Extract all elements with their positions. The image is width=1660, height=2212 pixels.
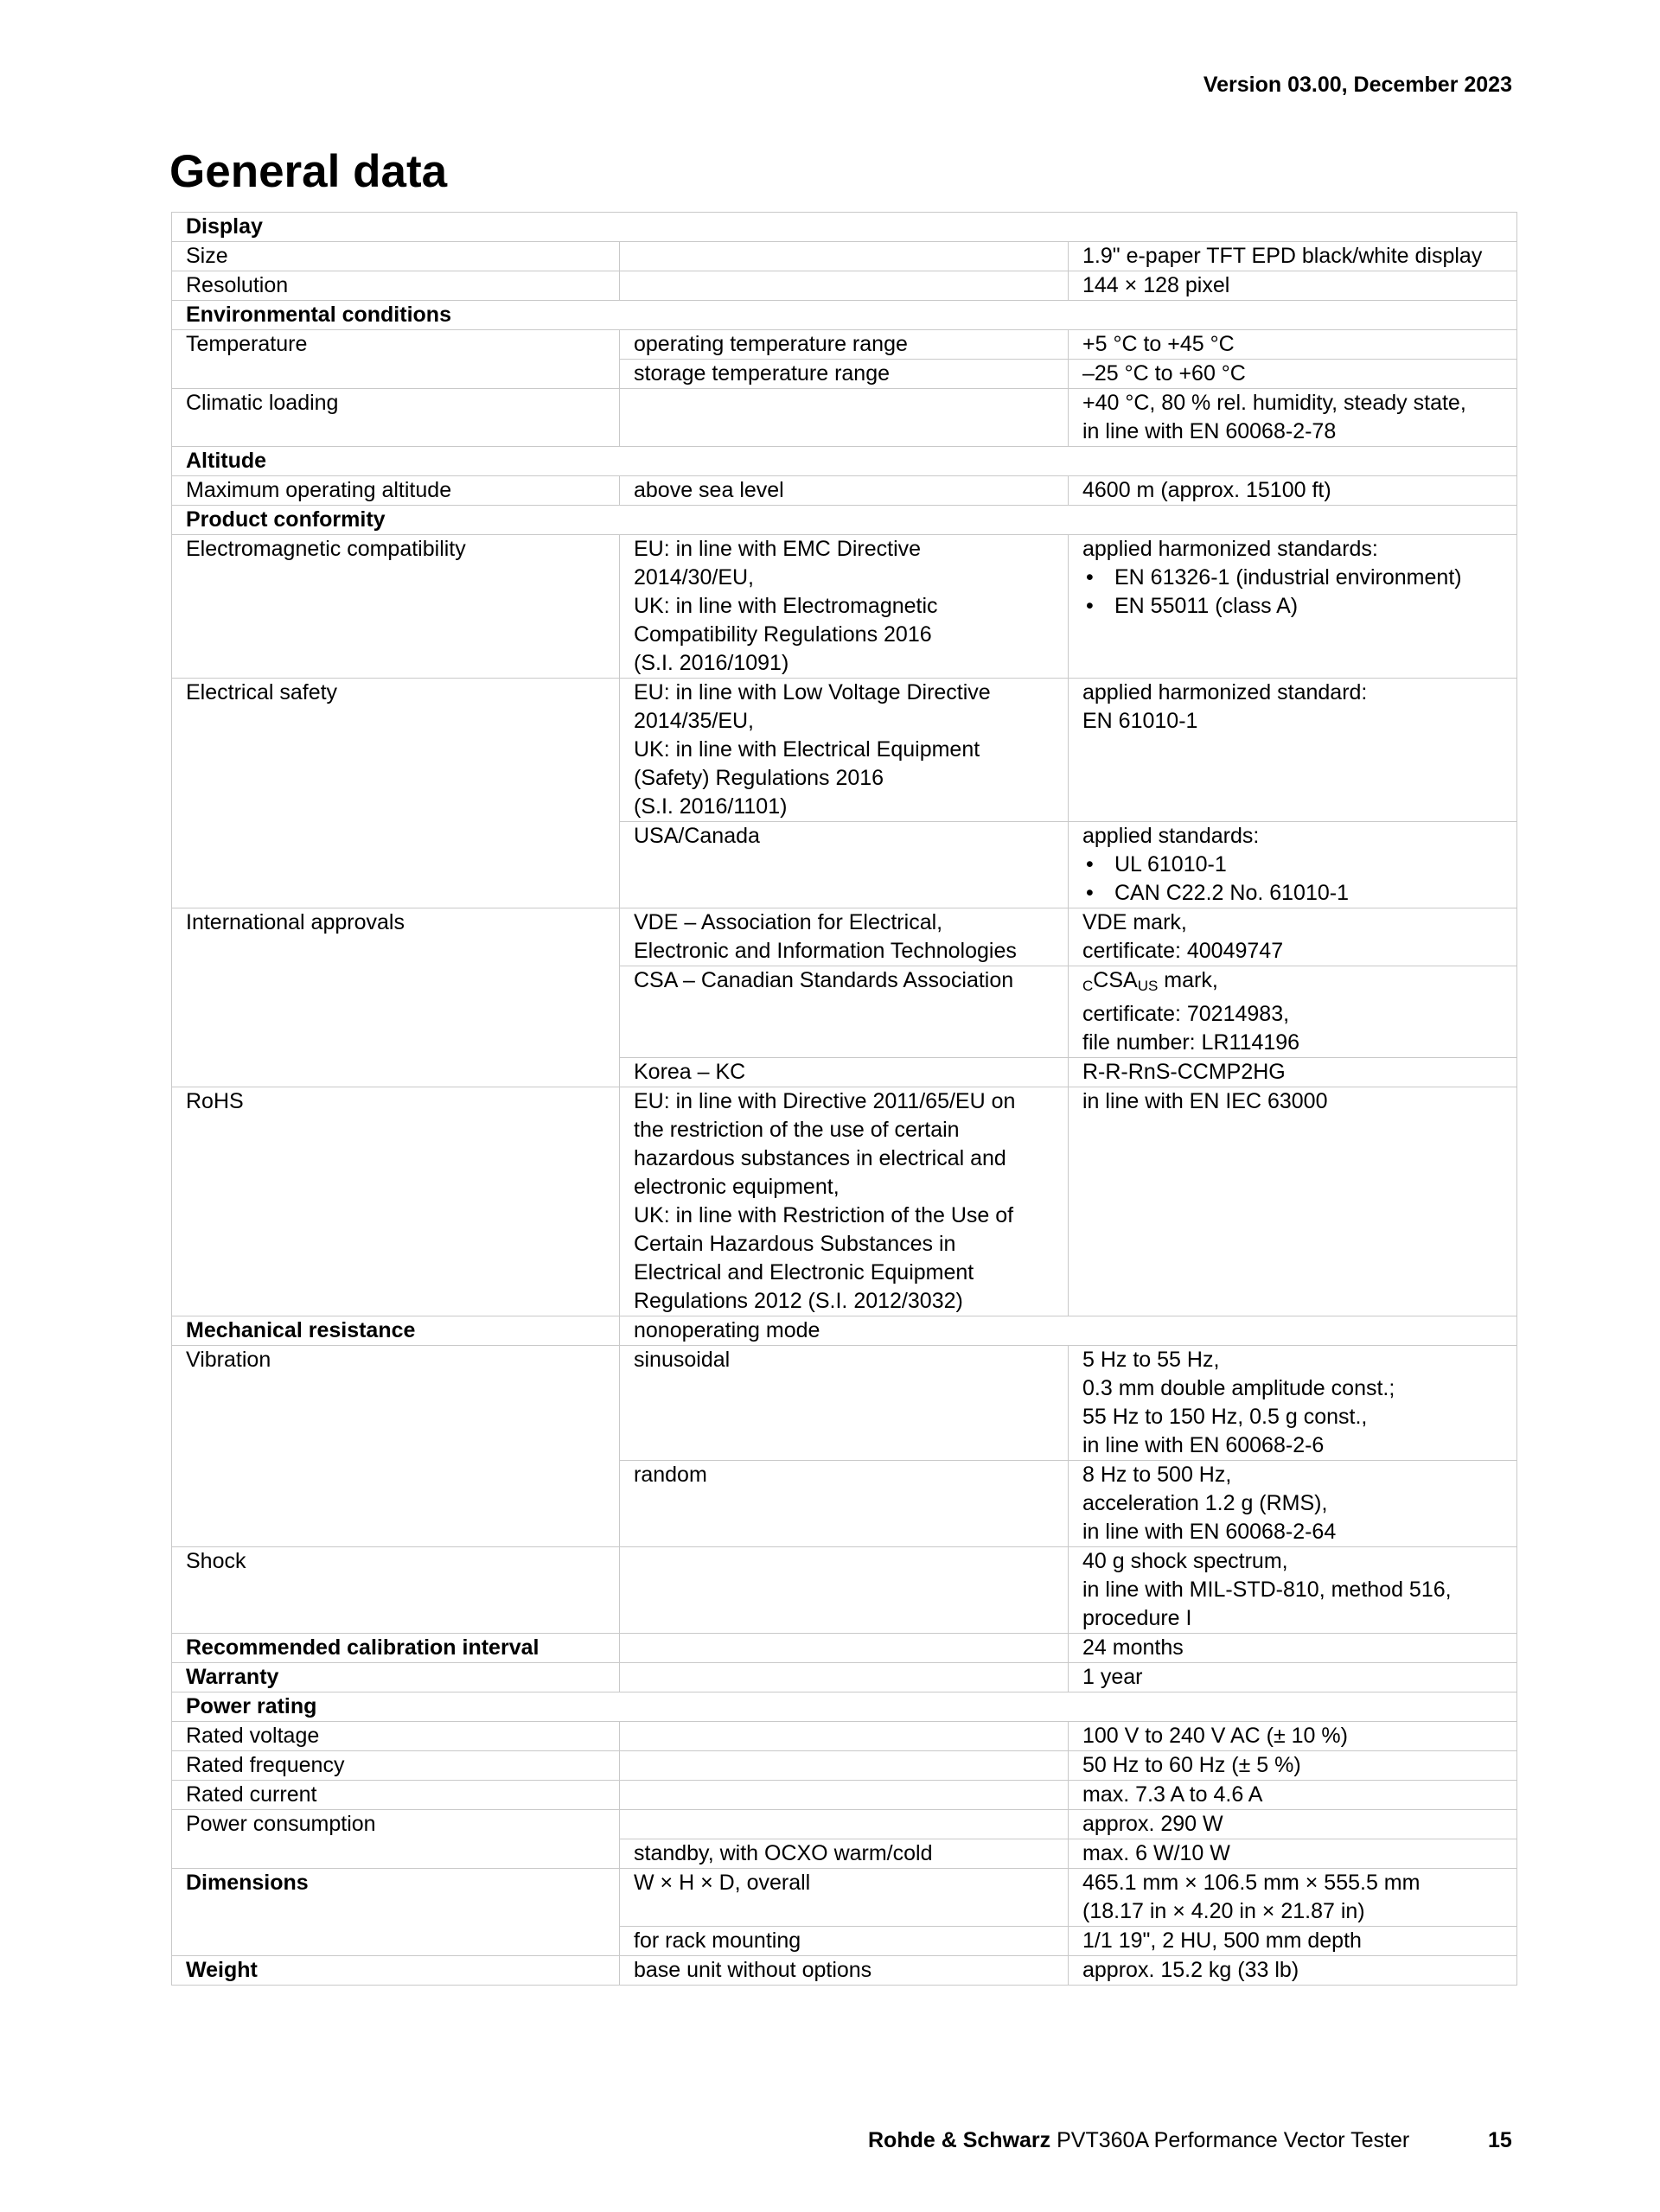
param-condition: [620, 1634, 1069, 1663]
section-header: Recommended calibration interval: [172, 1634, 620, 1663]
param-condition: [620, 389, 1069, 447]
table-row: [172, 535, 1517, 679]
param-value: 465.1 mm × 106.5 mm × 555.5 mm (18.17 in × 4.20 in × 21.87 in): [1069, 1869, 1517, 1927]
section-header: Environmental conditions: [172, 301, 1517, 330]
param-label: Rated current: [172, 1781, 620, 1810]
table-row-display: [172, 213, 1517, 242]
param-condition: [620, 1751, 1069, 1781]
section-header: Power rating: [172, 1692, 1517, 1722]
param-label: Size: [172, 242, 620, 271]
param-condition: operating temperature range: [620, 330, 1069, 360]
table-row: [172, 389, 1517, 447]
param-label: Shock: [172, 1547, 620, 1634]
table-row: [172, 271, 1517, 301]
param-condition: EU: in line with Low Voltage Directive 2014/35/EU, UK: in line with Electrical Equipment (Safety) Regulations 2016 (S.I. 2016/1101): [620, 679, 1069, 822]
param-condition: EU: in line with EMC Directive 2014/30/EU, UK: in line with Electromagnetic Compatibility Regulations 2016 (S.I. 2016/1091): [620, 535, 1069, 679]
param-label: Resolution: [172, 271, 620, 301]
table-row: [172, 330, 1517, 360]
table-row-product-conformity: [172, 506, 1517, 535]
param-value: 50 Hz to 60 Hz (± 5 %): [1069, 1751, 1517, 1781]
footer-company: Rohde & Schwarz: [868, 2128, 1051, 2152]
param-label: Temperature: [172, 330, 620, 389]
param-value: +40 °C, 80 % rel. humidity, steady state, in line with EN 60068-2-78: [1069, 389, 1517, 447]
section-header: Dimensions: [172, 1869, 620, 1956]
param-value: 1 year: [1069, 1663, 1517, 1692]
param-value: applied harmonized standards: • EN 61326-1 (industrial environment) • EN 55011 (class A): [1069, 535, 1517, 679]
section-header: Product conformity: [172, 506, 1517, 535]
page-number: 15: [1488, 2128, 1512, 2152]
param-condition: W × H × D, overall: [620, 1869, 1069, 1927]
param-value: VDE mark, certificate: 40049747: [1069, 908, 1517, 966]
table-row: [172, 1663, 1517, 1692]
param-label: Maximum operating altitude: [172, 476, 620, 506]
table-row: [172, 1781, 1517, 1810]
param-condition: sinusoidal: [620, 1346, 1069, 1461]
param-value: applied standards: • UL 61010-1 • CAN C22.2 No. 61010-1: [1069, 822, 1517, 908]
table-row: [172, 908, 1517, 966]
page-footer: [868, 2128, 1512, 2153]
param-value: +5 °C to +45 °C: [1069, 330, 1517, 360]
param-condition: [620, 1781, 1069, 1810]
param-value: approx. 290 W: [1069, 1810, 1517, 1839]
param-condition: USA/Canada: [620, 822, 1069, 908]
section-header: Altitude: [172, 447, 1517, 476]
param-label: Climatic loading: [172, 389, 620, 447]
list-item: • CAN C22.2 No. 61010-1: [1082, 879, 1503, 908]
section-header: Display: [172, 213, 1517, 242]
param-condition: [620, 1810, 1069, 1839]
version-label: Version 03.00, December 2023: [1203, 73, 1512, 97]
table-row: [172, 1869, 1517, 1927]
param-condition: storage temperature range: [620, 360, 1069, 389]
param-value: max. 6 W/10 W: [1069, 1839, 1517, 1869]
param-condition: random: [620, 1461, 1069, 1547]
param-condition: VDE – Association for Electrical, Electronic and Information Technologies: [620, 908, 1069, 966]
standards-list: [1082, 851, 1503, 908]
param-value: 5 Hz to 55 Hz, 0.3 mm double amplitude const.; 55 Hz to 150 Hz, 0.5 g const., in line with EN 60068-2-6: [1069, 1346, 1517, 1461]
param-value: 1.9" e-paper TFT EPD black/white display: [1069, 242, 1517, 271]
param-condition: nonoperating mode: [620, 1316, 1517, 1346]
param-condition: above sea level: [620, 476, 1069, 506]
list-item: • EN 61326-1 (industrial environment): [1082, 564, 1503, 592]
param-condition: base unit without options: [620, 1956, 1069, 1986]
table-row: [172, 1346, 1517, 1461]
param-value: applied harmonized standard: EN 61010-1: [1069, 679, 1517, 822]
param-label: Rated frequency: [172, 1751, 620, 1781]
table-row: [172, 1751, 1517, 1781]
param-label: Vibration: [172, 1346, 620, 1547]
param-label: Rated voltage: [172, 1722, 620, 1751]
table-row-environmental: [172, 301, 1517, 330]
param-condition: [620, 1547, 1069, 1634]
param-label: Electromagnetic compatibility: [172, 535, 620, 679]
table-row-altitude: [172, 447, 1517, 476]
param-condition: [620, 271, 1069, 301]
param-value: 144 × 128 pixel: [1069, 271, 1517, 301]
param-value: 1/1 19", 2 HU, 500 mm depth: [1069, 1927, 1517, 1956]
param-value: approx. 15.2 kg (33 lb): [1069, 1956, 1517, 1986]
param-value: 40 g shock spectrum, in line with MIL-STD-810, method 516, procedure I: [1069, 1547, 1517, 1634]
param-value: 24 months: [1069, 1634, 1517, 1663]
param-value: 8 Hz to 500 Hz, acceleration 1.2 g (RMS), in line with EN 60068-2-64: [1069, 1461, 1517, 1547]
param-condition: standby, with OCXO warm/cold: [620, 1839, 1069, 1869]
param-condition: Korea – KC: [620, 1058, 1069, 1087]
general-data-table: [171, 212, 1517, 1986]
standards-list: [1082, 564, 1503, 621]
param-value: 4600 m (approx. 15100 ft): [1069, 476, 1517, 506]
footer-product: PVT360A Performance Vector Tester: [1057, 2128, 1410, 2152]
table-row: [172, 1810, 1517, 1839]
param-label: Electrical safety: [172, 679, 620, 908]
param-condition: EU: in line with Directive 2011/65/EU on the restriction of the use of certain hazardous substances in electrical and electronic equipment, UK: in line with Restriction of the Use of Certain Hazardous Substances in Electrical and Electronic Equipment Regulations 2012 (S.I. 2012/3032): [620, 1087, 1069, 1316]
section-header: Mechanical resistance: [172, 1316, 620, 1346]
param-condition: [620, 1663, 1069, 1692]
table-row: [172, 1547, 1517, 1634]
list-item: • EN 55011 (class A): [1082, 592, 1503, 621]
param-label: Power consumption: [172, 1810, 620, 1869]
param-value: $_CCSA_{US}$ mark, certificate: 70214983, file number: LR114196: [1069, 966, 1517, 1058]
list-item: • UL 61010-1: [1082, 851, 1503, 879]
table-row: [172, 1634, 1517, 1663]
param-condition: [620, 1722, 1069, 1751]
table-row: [172, 476, 1517, 506]
param-condition: for rack mounting: [620, 1927, 1069, 1956]
param-value: –25 °C to +60 °C: [1069, 360, 1517, 389]
param-condition: [620, 242, 1069, 271]
table-row: [172, 1956, 1517, 1986]
table-row: [172, 1087, 1517, 1316]
param-value: 100 V to 240 V AC (± 10 %): [1069, 1722, 1517, 1751]
page-title: General data: [169, 146, 448, 197]
table-row: [172, 242, 1517, 271]
table-row-power-rating: [172, 1692, 1517, 1722]
param-value: in line with EN IEC 63000: [1069, 1087, 1517, 1316]
csa-mark-line: $_CCSA_{US}$ mark,: [1082, 968, 1218, 994]
param-label: International approvals: [172, 908, 620, 1087]
param-condition: CSA – Canadian Standards Association: [620, 966, 1069, 1058]
table-row: [172, 1722, 1517, 1751]
table-row: [172, 679, 1517, 822]
param-value: max. 7.3 A to 4.6 A: [1069, 1781, 1517, 1810]
section-header: Weight: [172, 1956, 620, 1986]
section-header: Warranty: [172, 1663, 620, 1692]
param-label: RoHS: [172, 1087, 620, 1316]
table-row-mechanical: [172, 1316, 1517, 1346]
param-value: R-R-RnS-CCMP2HG: [1069, 1058, 1517, 1087]
